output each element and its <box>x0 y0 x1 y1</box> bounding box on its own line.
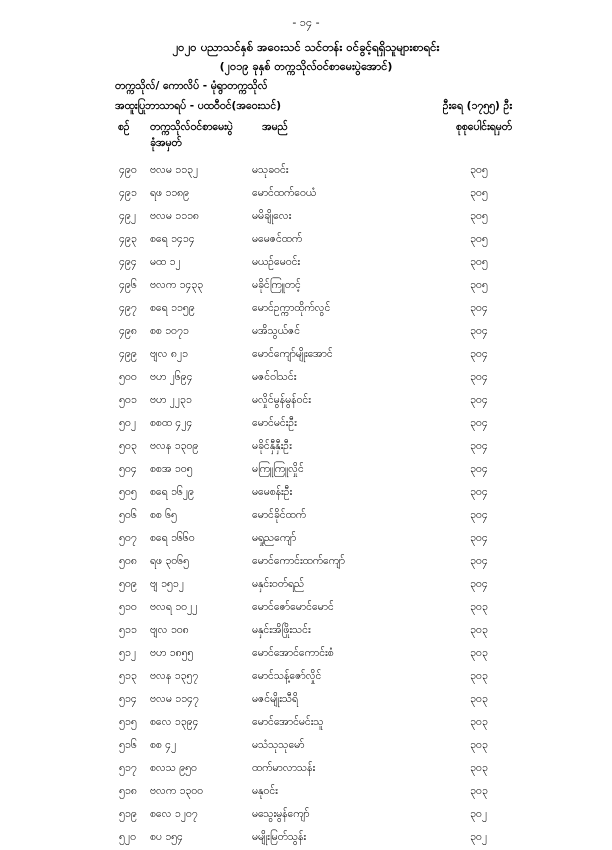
table-row <box>0 160 612 183</box>
row-number: ၄၉၂ <box>119 210 136 222</box>
row-number: ၅၀၅ <box>119 486 137 498</box>
total-marks: ၃၀၄ <box>470 417 488 429</box>
student-name: မောင်အောင်မင်းသူ <box>252 716 324 728</box>
row-number: ၅၀၀ <box>119 371 137 383</box>
student-name: မောင်ကောင်းထက်ကျော် <box>252 555 346 567</box>
row-number: ၅၂၀ <box>119 831 136 843</box>
row-number: ၄၉၉ <box>119 348 137 360</box>
table-row <box>0 298 612 321</box>
row-number: ၄၉၁ <box>119 187 137 199</box>
roll-number: မထ ၁၂ <box>150 256 181 268</box>
table-row <box>0 436 612 459</box>
row-number: ၄၉၇ <box>119 302 137 314</box>
table-row <box>0 275 612 298</box>
total-marks: ၃၀၅ <box>470 233 488 245</box>
total-marks: ၃၀၃ <box>470 647 488 659</box>
document-subtitle: (၂၀၁၉ ခုနှစ် တက္ကသိုလ်ဝင်စာမေးပွဲအောင်) <box>219 60 393 73</box>
row-number: ၅၁၄ <box>119 693 137 705</box>
roll-number: စရေ ၁၆၆၀ <box>150 532 195 544</box>
roll-number: စစ ၄၂ <box>150 739 177 751</box>
roll-number: ဗဟ ၂၆၉၄ <box>150 371 193 383</box>
table-row <box>0 229 612 252</box>
roll-number: စရေ ၁၁၅၉ <box>150 302 195 314</box>
roll-number: စရေ ၁၄၁၄ <box>150 233 195 245</box>
student-name: မောင်အောင်ကောင်းစံ <box>252 647 334 659</box>
table-row <box>0 551 612 574</box>
total-marks: ၃၀၃ <box>470 601 488 613</box>
row-number: ၅၀၈ <box>119 555 137 567</box>
row-number: ၄၉၆ <box>119 279 137 291</box>
university-line: တက္ကသိုလ်/ ကောလိပ် - မုံရွာတက္ကသိုလ် <box>115 80 268 92</box>
student-name: မမိချိုလေး <box>252 210 292 222</box>
total-marks: ၃၀၄ <box>470 348 488 360</box>
student-name: မယဉ်မေဝင်း <box>252 256 301 268</box>
row-number: ၅၁၈ <box>119 785 137 797</box>
page-number: - ၁၄ - <box>292 16 320 29</box>
total-marks: ၃၀၄ <box>470 463 488 475</box>
table-row <box>0 643 612 666</box>
document-title: ၂၀၂၀ ပညာသင်နှစ် အဝေးသင် သင်တန်း ဝင်ခွင့်ရရှိသူများစာရင်း <box>172 40 440 54</box>
table-row <box>0 183 612 206</box>
roll-number: ဗလမ ၁၁၁၈ <box>150 210 199 222</box>
total-marks: ၃၀၅ <box>470 279 488 291</box>
header-name: အမည် <box>262 121 288 133</box>
roll-number: ဗျလ ၈၂၁ <box>150 348 188 360</box>
total-marks: ၃၀၃ <box>470 624 488 636</box>
total-marks: ၃၀၄ <box>470 440 488 452</box>
table-row <box>0 344 612 367</box>
student-name: မောင်ဥက္ကာထိုက်လွင် <box>252 302 331 314</box>
student-name: မသွေးမွန်ကျော် <box>252 808 310 820</box>
table-row <box>0 505 612 528</box>
header-marks: စုစုပေါင်းရမှတ် <box>455 121 512 133</box>
roll-number: စစ ၁၀၇၁ <box>150 325 189 337</box>
row-number: ၅၁၅ <box>119 716 137 728</box>
row-number: ၄၉၄ <box>119 256 137 268</box>
student-name: မောင်မင်းဦး <box>252 417 297 429</box>
roll-number: ဗလက ၁၄၃၃ <box>150 279 204 291</box>
table-row <box>0 758 612 781</box>
table-row <box>0 482 612 505</box>
total-marks: ၃၀၄ <box>470 486 488 498</box>
major-line: အထူးပြုဘာသာရပ် - ပထဝီဝင်(အဝေးသင်) <box>115 100 282 112</box>
total-marks: ၃၀၃ <box>470 693 488 705</box>
roll-number: စလသ ၉၅၀ <box>150 762 197 774</box>
table-row <box>0 459 612 482</box>
student-name: ထက်မာလာသန်း <box>252 762 316 774</box>
student-name: မသုခဝင်း <box>252 164 289 176</box>
table-row <box>0 735 612 758</box>
row-number: ၅၁၉ <box>119 808 137 820</box>
roll-number: ဗလန ၁၃၀၉ <box>150 440 199 452</box>
roll-number: ဗဟ ၂၂၃၁ <box>150 394 192 406</box>
table-row <box>0 528 612 551</box>
roll-number: ဗျ ၁၅၁၂ <box>150 578 184 590</box>
roll-number: ဗလန ၁၃၅၇ <box>150 670 199 682</box>
roll-number: စစအ ၁၀၅ <box>150 463 193 475</box>
student-name: မောင်ကျော်မျိုးအောင် <box>252 348 333 360</box>
roll-number: ဗဟ ၁၈၅၅ <box>150 647 194 659</box>
count-line: ဦးရေ (၁၇၅၅) ဦး <box>442 100 512 112</box>
student-name: မခိုင်နှီနှီးဦး <box>252 440 292 452</box>
row-number: ၅၁၂ <box>119 647 136 659</box>
total-marks: ၃၀၃ <box>470 785 488 797</box>
roll-number: ရဖ ၃၀၆၅ <box>150 555 189 567</box>
table-row <box>0 597 612 620</box>
row-number: ၅၁၁ <box>119 624 137 636</box>
roll-number: ဗလရ ၁၀၂၂ <box>150 601 198 613</box>
total-marks: ၃၀၄ <box>470 394 488 406</box>
table-row <box>0 574 612 597</box>
total-marks: ၃၀၄ <box>470 578 488 590</box>
roll-number: ရဖ ၁၁၈၉ <box>150 187 190 199</box>
table-row <box>0 252 612 275</box>
table-row <box>0 620 612 643</box>
student-name: မမျိုးမြတ်သွန်း <box>252 831 307 843</box>
student-name: မောင်ခိုင်ထက် <box>252 509 306 521</box>
table-row <box>0 390 612 413</box>
total-marks: ၃၀၃ <box>470 716 488 728</box>
roll-number: စလေ ၁၂၀၇ <box>150 808 198 820</box>
row-number: ၅၁၇ <box>119 762 137 774</box>
roll-number: ဗျလ ၁၀၈ <box>150 624 189 636</box>
student-name: မနှင်းဝတ်ရည် <box>252 578 305 590</box>
student-name: မောင်ဇော်မောင်မောင် <box>252 601 334 613</box>
row-number: ၅၀၉ <box>119 578 137 590</box>
roll-number: စရေ ၁၆၂၉ <box>150 486 194 498</box>
roll-number: စပ ၁၅၄ <box>150 831 183 843</box>
student-name: မခိုင်ကြူတင့် <box>252 279 301 291</box>
row-number: ၅၁၃ <box>119 670 137 682</box>
total-marks: ၃၀၃ <box>470 739 488 751</box>
table-row <box>0 367 612 390</box>
student-name: မကြူကြူလှိုင် <box>252 463 304 475</box>
student-name: မလှိုင်မွန်မွန်ဝင်း <box>252 394 311 406</box>
student-name: မရှုညကျော် <box>252 532 297 544</box>
total-marks: ၃၀၅ <box>470 256 488 268</box>
student-name: မနှင်းအိဖြိုးသင်း <box>252 624 311 636</box>
student-name: မမေစန်းဦး <box>252 486 293 498</box>
total-marks: ၃၀၅ <box>470 210 488 222</box>
roll-number: စစ ၆၅ <box>150 509 177 521</box>
row-number: ၅၀၂ <box>119 417 136 429</box>
roll-number: စစထ ၄၂၄ <box>150 417 193 429</box>
row-number: ၅၀၆ <box>119 509 137 521</box>
student-name: မောင်သန့်ဇော်လှိုင် <box>252 670 322 682</box>
row-number: ၅၀၃ <box>119 440 137 452</box>
total-marks: ၃၀၄ <box>470 325 488 337</box>
roll-number: ဗလမ ၁၁၄၇ <box>150 693 199 705</box>
student-name: မအိသွယ်ဇင် <box>252 325 301 337</box>
row-number: ၄၉၀ <box>119 164 137 176</box>
student-name: မနုဝင်း <box>252 785 278 797</box>
student-name: မောင်ထက်ဝေယံ <box>252 187 317 199</box>
total-marks: ၃၀၃ <box>470 762 488 774</box>
total-marks: ၃၀၅ <box>470 164 488 176</box>
table-row <box>0 804 612 827</box>
row-number: ၄၉၈ <box>119 325 137 337</box>
header-roll-sub: ခုံအမှတ် <box>150 137 182 149</box>
header-no: စဉ် <box>118 121 130 133</box>
total-marks: ၃၀၄ <box>470 555 488 567</box>
student-name: မမေဇင်ထက် <box>252 233 303 245</box>
table-row <box>0 206 612 229</box>
table-row <box>0 781 612 804</box>
total-marks: ၃၀၅ <box>470 187 488 199</box>
roll-number: ဗလမ ၁၁၃၂ <box>150 164 199 176</box>
total-marks: ၃၀၂ <box>470 831 487 843</box>
table-row <box>0 827 612 850</box>
header-roll: တက္ကသိုလ်ဝင်စာမေးပွဲ <box>150 121 233 133</box>
total-marks: ၃၀၃ <box>470 670 488 682</box>
roll-number: ဗလက ၁၃၀၀ <box>150 785 204 797</box>
table-row <box>0 712 612 735</box>
row-number: ၅၁၀ <box>119 601 137 613</box>
total-marks: ၃၀၄ <box>470 302 488 314</box>
roll-number: စလေ ၁၃၉၄ <box>150 716 199 728</box>
table-row <box>0 413 612 436</box>
table-row <box>0 689 612 712</box>
row-number: ၅၀၇ <box>119 532 137 544</box>
total-marks: ၃၀၄ <box>470 532 488 544</box>
total-marks: ၃၀၄ <box>470 371 488 383</box>
total-marks: ၃၀၂ <box>470 808 487 820</box>
table-row <box>0 666 612 689</box>
table-row <box>0 321 612 344</box>
row-number: ၅၁၆ <box>119 739 137 751</box>
row-number: ၅၀၄ <box>119 463 137 475</box>
row-number: ၅၀၁ <box>119 394 137 406</box>
student-name: မဇင်မျိုးသီရိ <box>252 693 299 705</box>
row-number: ၄၉၃ <box>119 233 137 245</box>
total-marks: ၃၀၄ <box>470 509 488 521</box>
results-table <box>0 160 612 850</box>
student-name: မသံသုသုမော် <box>252 739 305 751</box>
student-name: မဇင်ဝါသင်း <box>252 371 297 383</box>
